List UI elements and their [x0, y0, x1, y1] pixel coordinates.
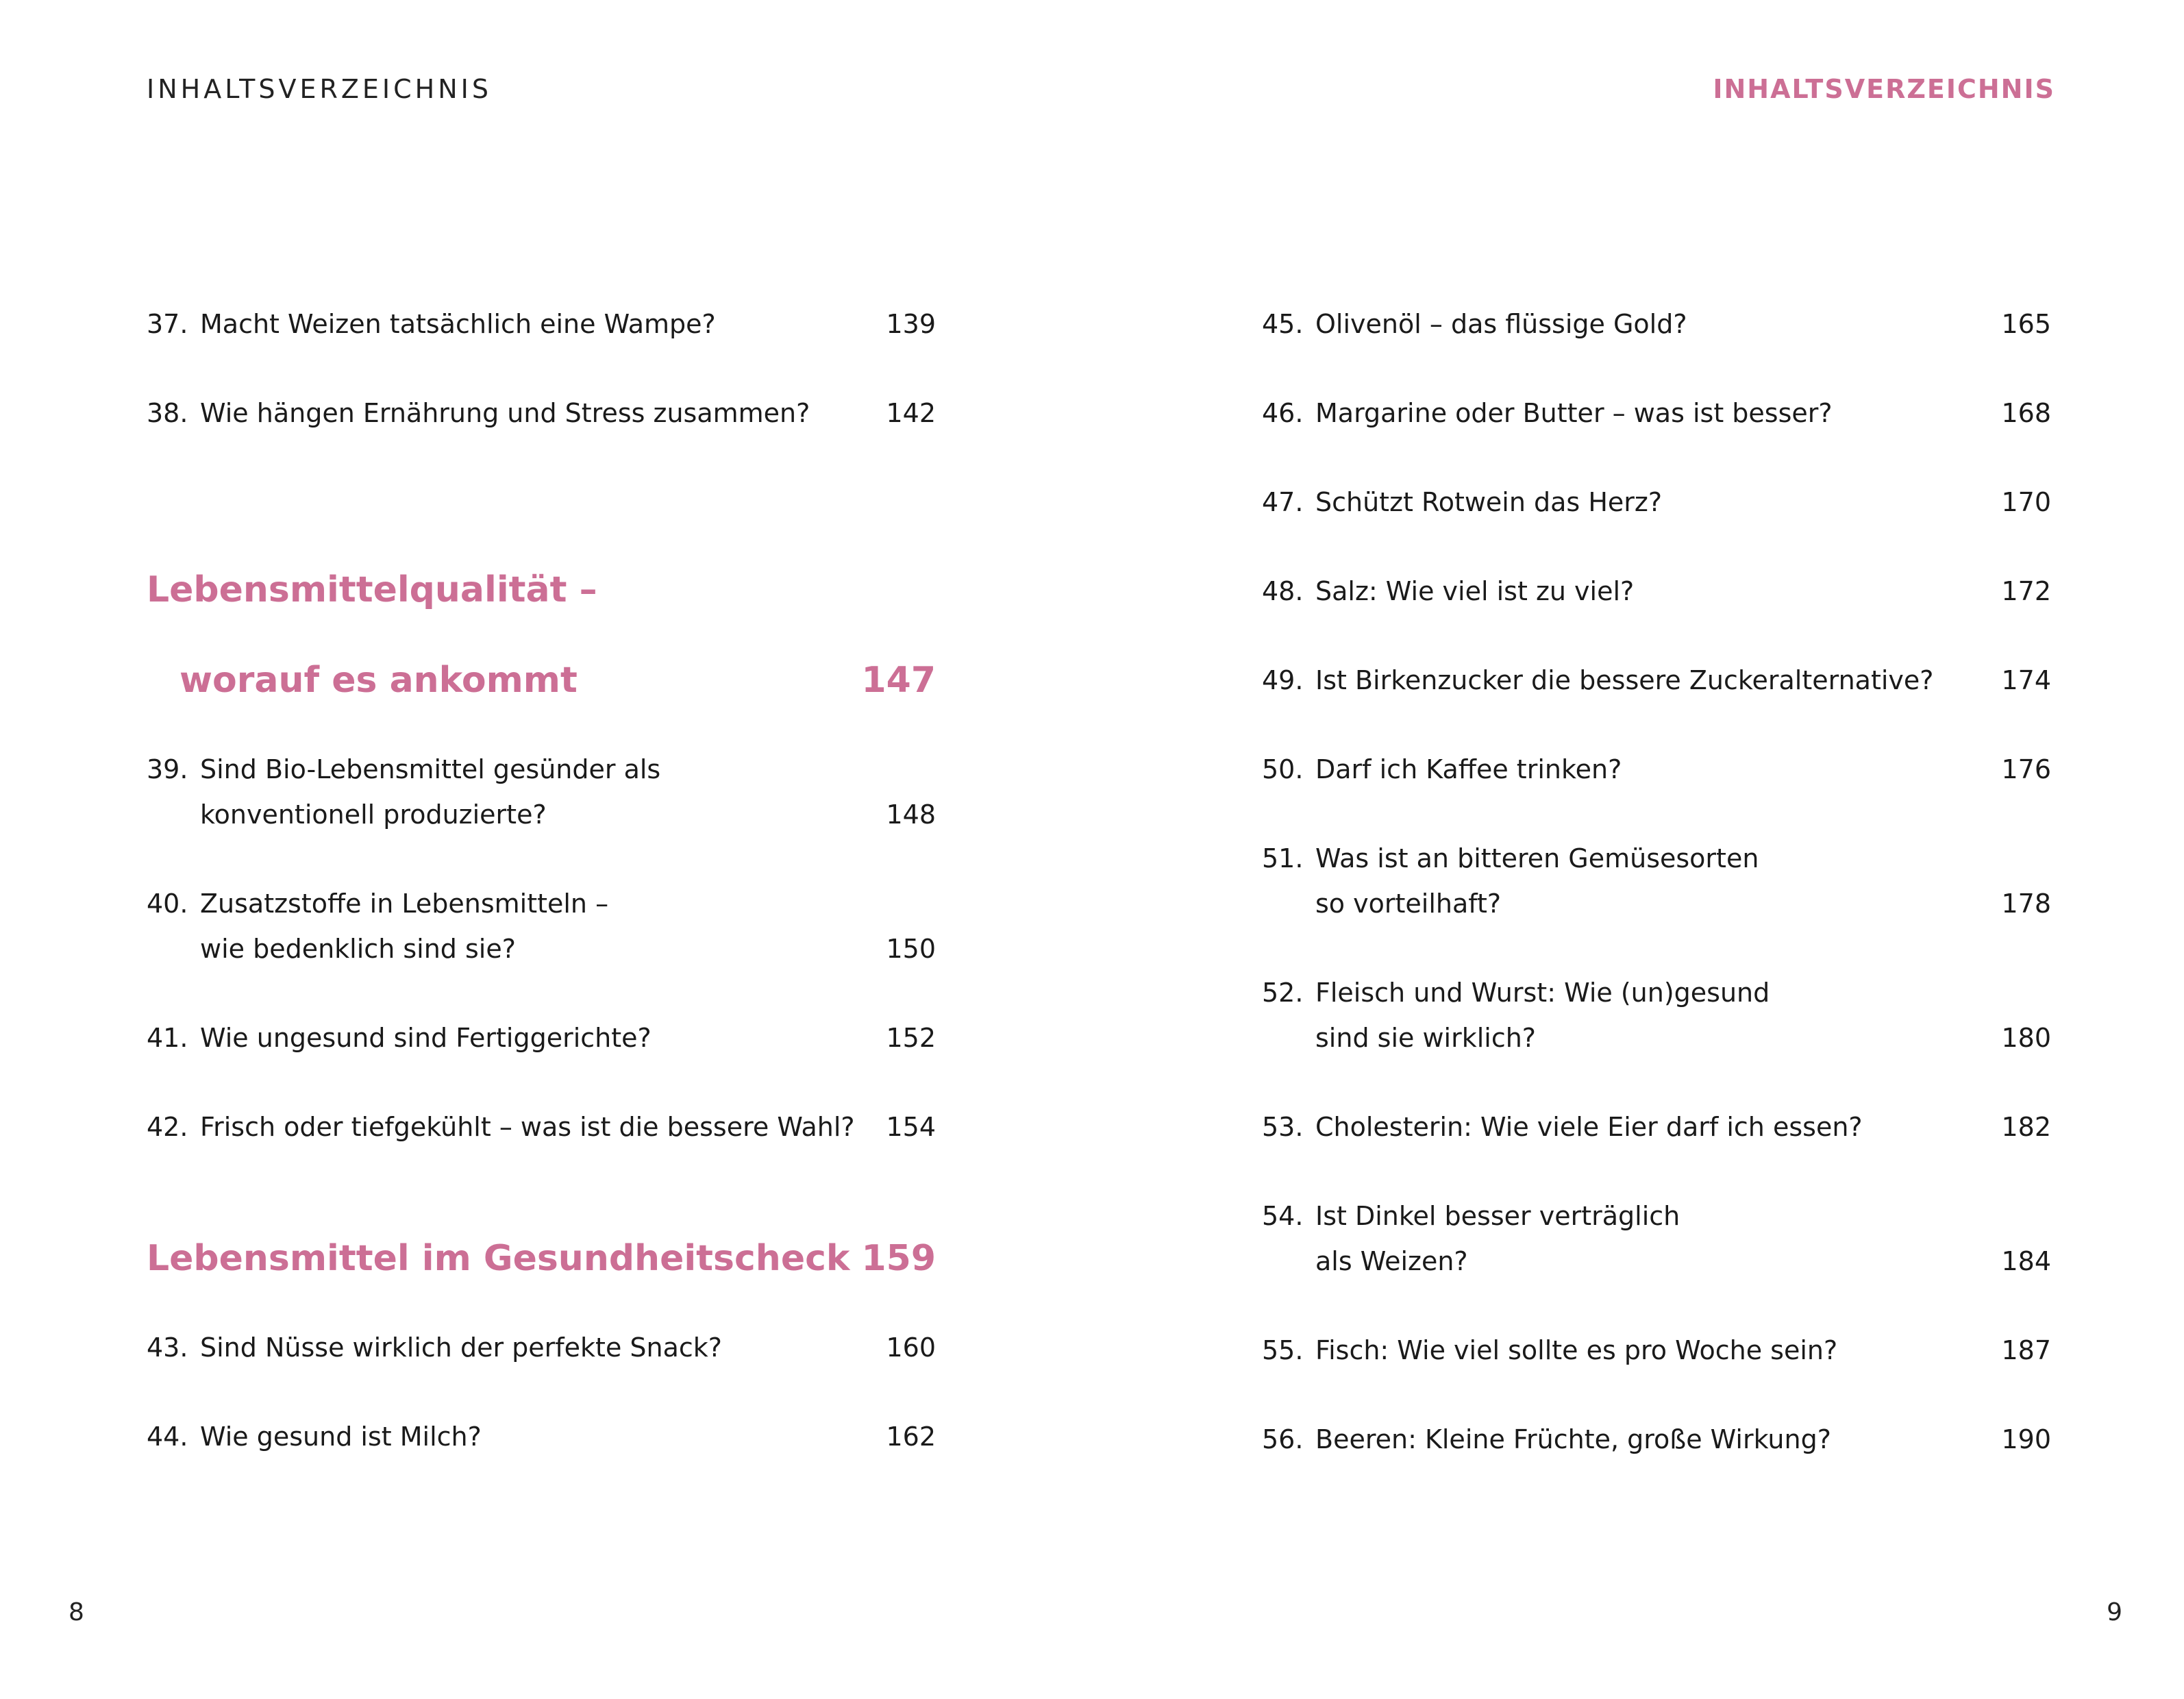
toc-entry-52[interactable] — [1262, 970, 2051, 1061]
entry-number: 45. — [1262, 309, 1304, 339]
entry-title: Frisch oder tiefgekühlt – was ist die bessere Wahl? — [200, 1112, 855, 1142]
entry-title: Sind Nüsse wirklich der perfekte Snack? — [200, 1332, 722, 1363]
entry-page: 152 — [886, 1023, 936, 1053]
entry-number: 43. — [147, 1332, 188, 1363]
entry-page: 170 — [2001, 487, 2051, 517]
entry-page: 174 — [2001, 665, 2051, 695]
entry-page: 142 — [886, 398, 936, 428]
entry-page: 178 — [2001, 889, 2051, 919]
toc-entry-48[interactable] — [1262, 569, 2051, 614]
entry-number: 41. — [147, 1023, 188, 1053]
entry-page: 172 — [2001, 576, 2051, 606]
entry-page: 180 — [2001, 1023, 2051, 1053]
toc-entry-51[interactable] — [1262, 836, 2051, 926]
entry-title: Darf ich Kaffee trinken? — [1315, 754, 1622, 784]
entry-number: 38. — [147, 398, 188, 428]
entry-number: 37. — [147, 309, 188, 339]
entry-title: Was ist an bitteren Gemüsesorten so vorteilhaft? — [1315, 843, 1759, 919]
entry-number: 46. — [1262, 398, 1304, 428]
entry-title: Margarine oder Butter – was ist besser? — [1315, 398, 1833, 428]
toc-entry-54[interactable] — [1262, 1193, 2051, 1284]
toc-entry-53[interactable] — [1262, 1104, 2051, 1150]
toc-entry-55[interactable] — [1262, 1328, 2051, 1373]
page-number-right: 9 — [2107, 1598, 2122, 1626]
entry-page: 139 — [886, 309, 936, 339]
page-number-left: 8 — [69, 1598, 84, 1626]
toc-entry-39[interactable] — [147, 747, 936, 837]
entry-page: 190 — [2001, 1424, 2051, 1454]
toc-entry-38[interactable] — [147, 390, 936, 436]
entry-title: Wie hängen Ernährung und Stress zusammen? — [200, 398, 810, 428]
entry-number: 48. — [1262, 576, 1304, 606]
entry-number: 44. — [147, 1422, 188, 1452]
entry-title: Cholesterin: Wie viele Eier darf ich essen? — [1315, 1112, 1863, 1142]
toc-entry-43[interactable] — [147, 1325, 936, 1370]
entry-title: Beeren: Kleine Früchte, große Wirkung? — [1315, 1424, 1831, 1454]
entry-page: 168 — [2001, 398, 2051, 428]
entry-number: 54. — [1262, 1201, 1304, 1231]
toc-entry-46[interactable] — [1262, 390, 2051, 436]
entry-number: 52. — [1262, 978, 1304, 1008]
section-page: 159 — [861, 1238, 936, 1279]
entry-title: Macht Weizen tatsächlich eine Wampe? — [200, 309, 716, 339]
entry-page: 148 — [886, 799, 936, 830]
entry-number: 53. — [1262, 1112, 1304, 1142]
toc-right — [1262, 301, 2051, 1506]
entry-title: Fleisch und Wurst: Wie (un)gesund sind sie wirklich? — [1315, 978, 1770, 1053]
entry-title: Olivenöl – das flüssige Gold? — [1315, 309, 1687, 339]
entry-page: 160 — [886, 1332, 936, 1363]
entry-page: 162 — [886, 1422, 936, 1452]
entry-number: 39. — [147, 754, 188, 784]
toc-entry-41[interactable] — [147, 1015, 936, 1061]
toc-entry-45[interactable] — [1262, 301, 2051, 347]
entry-title: Wie ungesund sind Fertiggerichte? — [200, 1023, 652, 1053]
entry-number: 40. — [147, 889, 188, 919]
toc-entry-37[interactable] — [147, 301, 936, 347]
entry-number: 49. — [1262, 665, 1304, 695]
section-page: 147 — [861, 660, 936, 701]
entry-page: 176 — [2001, 754, 2051, 784]
entry-page: 187 — [2001, 1335, 2051, 1365]
toc-entry-40[interactable] — [147, 881, 936, 971]
toc-entry-49[interactable] — [1262, 658, 2051, 703]
right-page — [1092, 0, 2184, 1699]
toc-entry-44[interactable] — [147, 1414, 936, 1459]
entry-page: 165 — [2001, 309, 2051, 339]
entry-number: 55. — [1262, 1335, 1304, 1365]
running-head-left: INHALTSVERZEICHNIS — [147, 74, 492, 104]
toc-section-lebensmittelqualitaet[interactable] — [147, 522, 936, 703]
entry-page: 150 — [886, 934, 936, 964]
running-head-right: INHALTSVERZEICHNIS — [1713, 74, 2055, 104]
section-title-line-2: worauf es ankommt — [179, 660, 578, 701]
section-title-line-1: Lebensmittelqualität – — [147, 569, 597, 610]
entry-number: 51. — [1262, 843, 1304, 873]
toc-entry-47[interactable] — [1262, 480, 2051, 525]
entry-page: 182 — [2001, 1112, 2051, 1142]
entry-page: 184 — [2001, 1246, 2051, 1276]
toc-entry-42[interactable] — [147, 1104, 936, 1150]
toc-entry-50[interactable] — [1262, 747, 2051, 792]
entry-title: Salz: Wie viel ist zu viel? — [1315, 576, 1635, 606]
entry-title: Ist Dinkel besser verträglich als Weizen? — [1315, 1201, 1680, 1276]
entry-title: Zusatzstoffe in Lebensmitteln – wie bedenklich sind sie? — [200, 889, 609, 964]
toc-left — [147, 301, 936, 1503]
entry-title: Sind Bio-Lebensmittel gesünder als konventionell produzierte? — [200, 754, 661, 830]
entry-page: 154 — [886, 1112, 936, 1142]
toc-entry-56[interactable] — [1262, 1417, 2051, 1462]
section-title — [147, 522, 861, 703]
entry-title: Fisch: Wie viel sollte es pro Woche sein? — [1315, 1335, 1838, 1365]
entry-number: 50. — [1262, 754, 1304, 784]
entry-title: Wie gesund ist Milch? — [200, 1422, 482, 1452]
section-title: Lebensmittel im Gesundheitscheck — [147, 1238, 850, 1279]
entry-number: 56. — [1262, 1424, 1304, 1454]
toc-section-gesundheitscheck[interactable] — [147, 1236, 936, 1281]
entry-number: 47. — [1262, 487, 1304, 517]
entry-title: Ist Birkenzucker die bessere Zuckeralternative? — [1315, 665, 1934, 695]
entry-title: Schützt Rotwein das Herz? — [1315, 487, 1663, 517]
entry-number: 42. — [147, 1112, 188, 1142]
